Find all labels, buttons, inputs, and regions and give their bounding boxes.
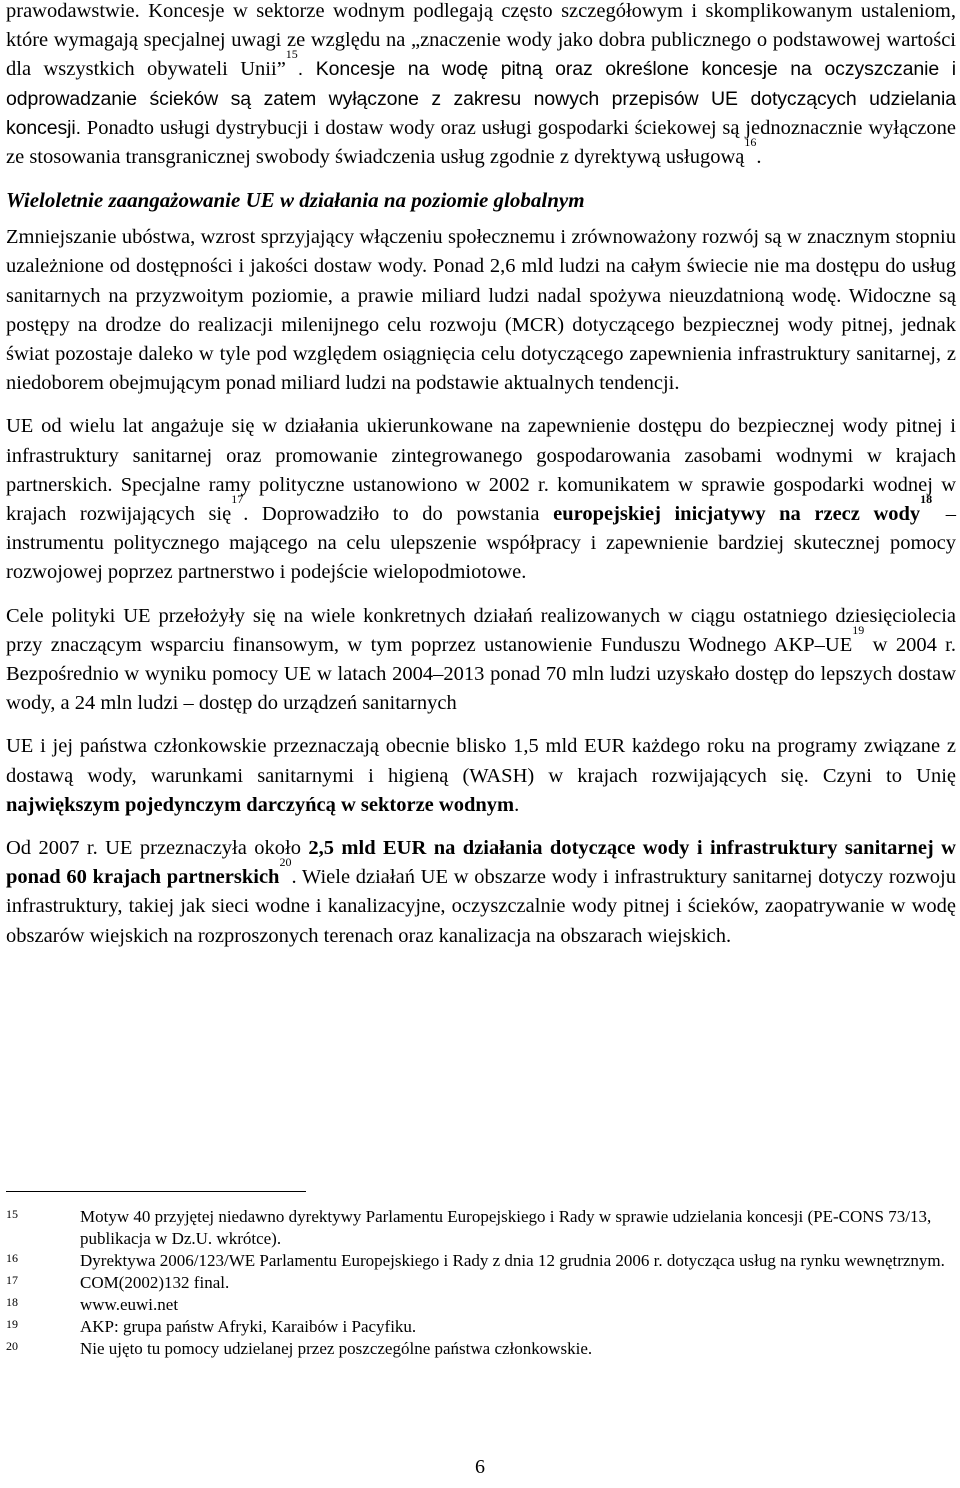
- bold-text: 2,5 mld EUR na działania dotyczące wody i infrastruktury sanitarnej w ponad 60 krajach partnerskich: [6, 837, 956, 889]
- document-page: [6, 0, 956, 951]
- footnote-number: 20: [6, 1339, 18, 1353]
- paragraph-since-2007: [6, 834, 956, 951]
- text-segment: Cele polityki UE przełożyły się na wiele konkretnych działań realizowanych w ciągu ostatniego dziesięciolecia przy znaczącym wsparciu finansowym, w tym poprzez ustanowienie Funduszu Wodnego AKP–UE: [6, 604, 956, 656]
- text-segment: .: [756, 146, 762, 169]
- text-segment: .: [514, 793, 520, 816]
- bold-text: europejskiej inicjatywy na rzecz wody: [553, 503, 921, 526]
- footnote-item: [6, 1206, 956, 1250]
- footnote-text: Dyrektywa 2006/123/WE Parlamentu Europejskiego i Rady z dnia 12 grudnia 2006 r. dotycząca usług na rynku wewnętrznym.: [80, 1251, 945, 1270]
- footnote-number: 18: [6, 1295, 18, 1309]
- footnote-separator: [6, 1191, 306, 1192]
- footnote-ref-17[interactable]: 17: [231, 492, 244, 507]
- footnote-ref-18[interactable]: 18: [920, 492, 933, 507]
- text-segment: Ponadto usługi dystrybucji i dostaw wody oraz usługi gospodarki ściekowej są jednoznacznie wyłączone ze stosowania transgranicznej swobody świadczenia usług zgodnie z dyrektywą usługową: [6, 116, 956, 169]
- footnote-item: [6, 1338, 956, 1360]
- footnote-ref-20[interactable]: 20: [279, 855, 292, 870]
- footnote-text: COM(2002)132 final.: [80, 1273, 230, 1292]
- paragraph-eu-commitment: [6, 412, 956, 587]
- footnote-number: 17: [6, 1273, 18, 1287]
- bold-text: największym pojedynczym darczyńcą w sektorze wodnym: [6, 793, 515, 816]
- paragraph-funding: [6, 732, 956, 820]
- page-number: 6: [475, 1456, 485, 1478]
- text-segment: . Wiele działań UE w obszarze wody i infrastruktury sanitarnej dotyczy rozwoju infrastruktury, takiej jak sieci wodne i kanalizacyjne, oczyszczalnie wody pitnej i ścieków, zaopatrywanie w wodę obszarów wiejskich na rozproszonych terenach oraz kanalizacja na obszarach wiejskich.: [6, 866, 957, 947]
- footnote-ref-16[interactable]: 16: [744, 135, 757, 150]
- footnotes: [6, 1206, 956, 1360]
- paragraph-poverty: Zmniejszanie ubóstwa, wzrost sprzyjający włączeniu społecznemu i zrównoważony rozwój są w znacznym stopniu uzależnione od dostępności i jakości dostaw wody. Ponad 2,6 mld ludzi na całym świecie nie ma dostępu do usług sanitarnych na przyzwoitym poziomie, a prawie miliard ludzi nadal spożywa nieuzdatnioną wodę. Widoczne są postępy na drodze do realizacji milenijnego celu rozwoju (MCR) dotyczącego bezpiecznej wody pitnej, jednak świat pozostaje daleko w tyle pod względem osiągnięcia celu dotyczącego zapewnienia infrastruktury sanitarnej, z niedoborem obejmującym ponad miliard ludzi na podstawie aktualnych tendencji.: [6, 226, 956, 395]
- text-segment: UE i jej państwa członkowskie przeznaczają obecnie blisko 1,5 mld EUR każdego roku na programy związane z dostawą wody, warunkami sanitarnymi i higieną (WASH) w krajach rozwijających się. Czyni to Unię: [6, 735, 956, 787]
- footnote-item: [6, 1294, 956, 1316]
- text-segment: w 2004 r. Bezpośrednio w wyniku pomocy UE w latach 2004–2013 ponad 70 mln ludzi uzyskało dostęp do lepszych dostaw wody, a 24 mln ludzi – dostęp do urządzeń sanitarnych: [6, 633, 957, 715]
- footnote-number: 15: [6, 1207, 18, 1221]
- footnote-text: Motyw 40 przyjętej niedawno dyrektywy Parlamentu Europejskiego i Rady w sprawie udzielania koncesji (PE-CONS 73/13, publikacja w Dz.U. wkrótce).: [80, 1207, 932, 1248]
- footnote-link[interactable]: www.euwi.net: [80, 1295, 179, 1314]
- footnote-number: 19: [6, 1317, 18, 1331]
- text-segment: UE od wielu lat angażuje się w działania ukierunkowane na zapewnienie dostępu do bezpiecznej wody pitnej i infrastruktury sanitarnej oraz promowanie zintegrowanego gospodarowania zasobami wodnymi w krajach partnerskich. Specjalne ramy polityczne ustanowiono w 2002 r. komunikatem w sprawie gospodarki wodnej w krajach rozwijających się: [6, 415, 956, 526]
- section-heading: Wieloletnie zaangażowanie UE w działania na poziomie globalnym: [6, 188, 585, 213]
- footnote-item: [6, 1272, 956, 1294]
- text-segment: prawodawstwie. Koncesje w sektorze wodnym podlegają często szczegółowym i skomplikowanym ustaleniom, które wymagają specjalnej uwagi ze względu na „znaczenie wody jako dobra publicznego o podstawowej wartości dla wszystkich obywateli Unii”: [6, 0, 956, 81]
- footnote-text: Nie ujęto tu pomocy udzielanej przez poszczególne państwa członkowskie.: [80, 1339, 593, 1358]
- footnote-item: [6, 1250, 956, 1272]
- text-segment: – instrumentu politycznego mającego na celu ulepszenie współpracy i zapewnienie bardziej skutecznej pomocy rozwojowej poprzez partnerstwo i podejście wielopodmiotowe.: [6, 503, 957, 584]
- text-segment: Od 2007 r. UE przeznaczyła około: [6, 837, 309, 860]
- footnote-number: 16: [6, 1251, 18, 1265]
- text-segment: . Koncesje na wodę pitną oraz określone koncesje na oczyszczanie i odprowadzanie ścieków są zatem wyłączone z zakresu nowych przepisów UE dotyczących udzielania koncesji.: [6, 58, 956, 139]
- footnote-text: AKP: grupa państw Afryki, Karaibów i Pacyfiku.: [80, 1317, 417, 1336]
- footnote-ref-15[interactable]: 15: [285, 47, 298, 62]
- text-segment: . Doprowadziło to do powstania: [243, 503, 554, 526]
- footnote-item: [6, 1316, 956, 1338]
- footnote-ref-19[interactable]: 19: [852, 622, 865, 637]
- paragraph-concessions: [6, 0, 956, 172]
- paragraph-policy-goals: [6, 602, 956, 719]
